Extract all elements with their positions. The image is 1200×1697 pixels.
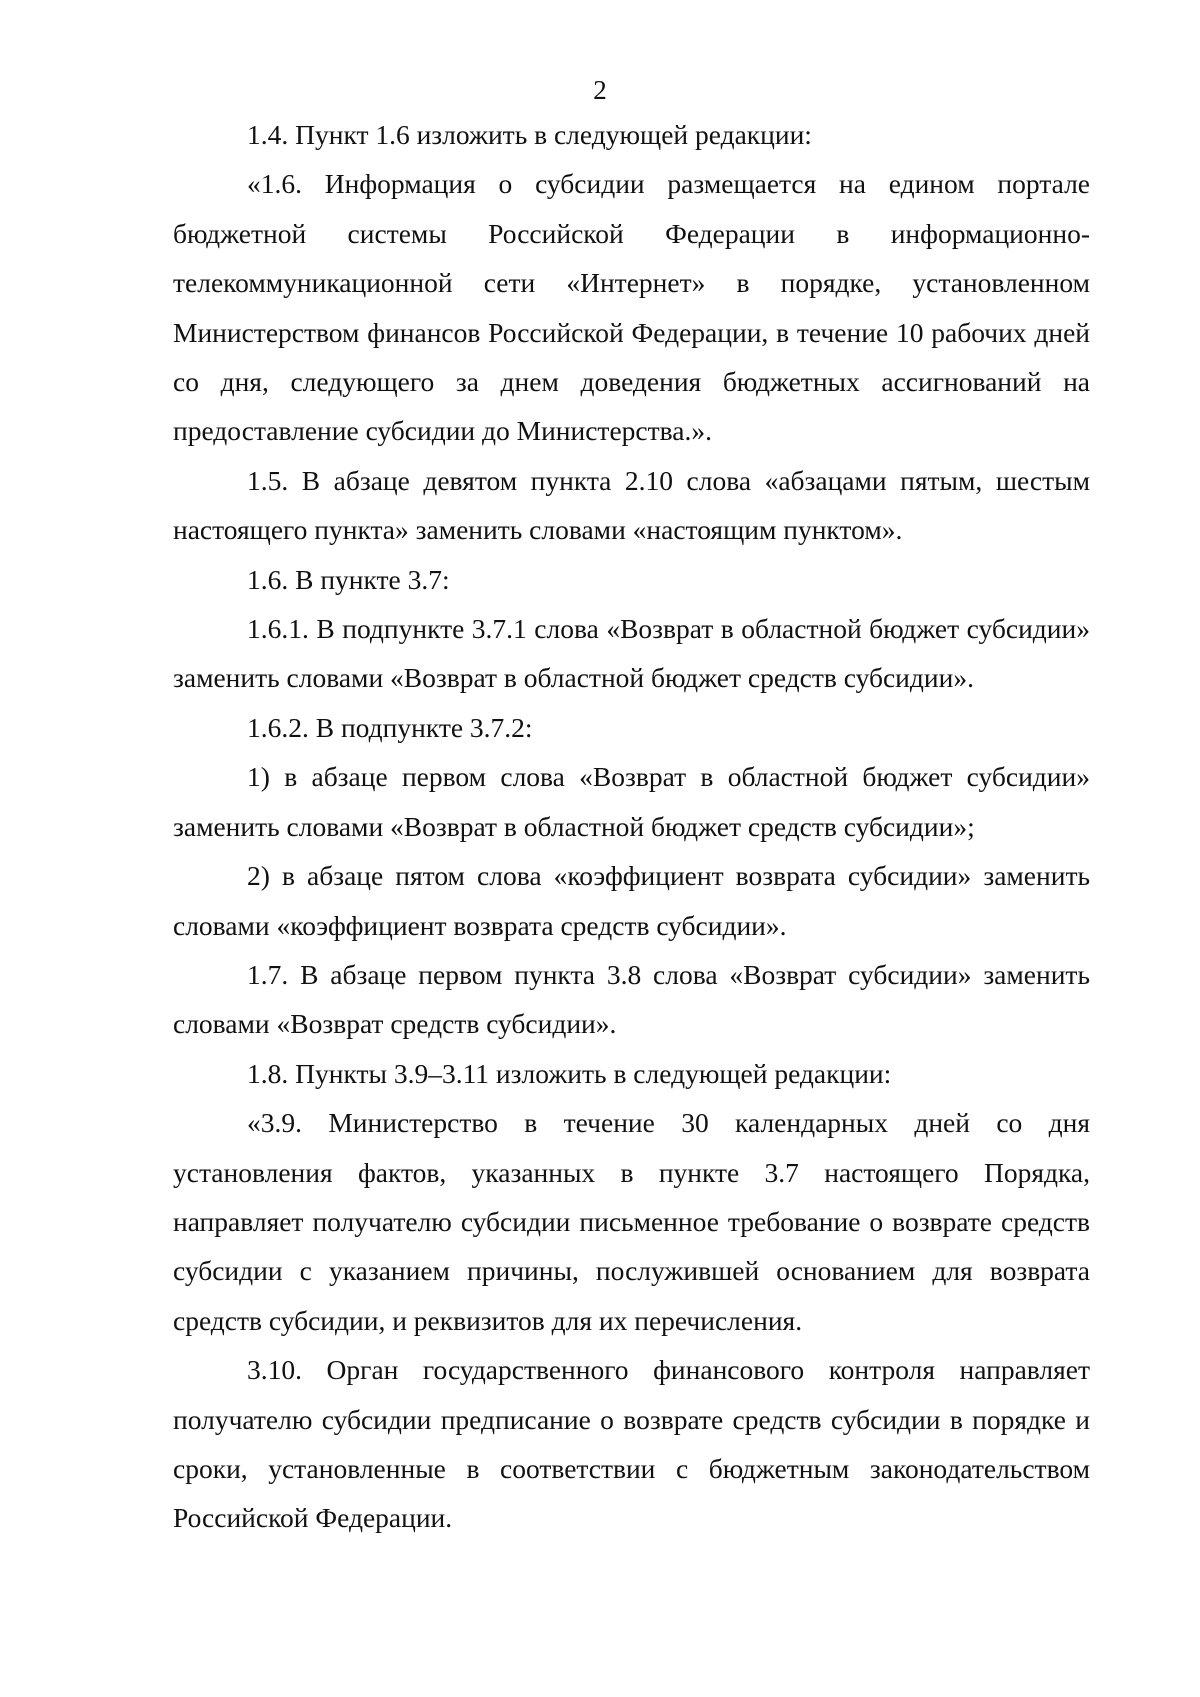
paragraph-1-5: 1.5. В абзаце девятом пункта 2.10 слова «абзацами пятым, шестым настоящего пункта» заменить словами «настоящим пунктом». — [173, 464, 1090, 546]
paragraph-1-4: 1.4. Пункт 1.6 изложить в следующей редакции: — [247, 119, 812, 150]
paragraph-1-8: 1.8. Пункты 3.9–3.11 изложить в следующей редакции: — [247, 1057, 892, 1089]
paragraph-item-1: 1) в абзаце первом слова «Возврат в областной бюджет субсидии» заменить словами «Возврат в областной бюджет средств субсидии»; — [173, 761, 1090, 842]
page-number: 2 — [593, 75, 607, 105]
paragraph-item-2: 2) в абзаце пятом слова «коэффициент возврата субсидии» заменить словами «коэффициент возврата средств субсидии». — [173, 860, 1090, 941]
paragraph-3-10: 3.10. Орган государственного финансового контроля направляет получателю субсидии предписание о возврате средств субсидии в порядке и сроки, установленные в соответствии с бюджетным законодательством Российской Федерации. — [173, 1354, 1090, 1534]
paragraph-1-6-quote: «1.6. Информация о субсидии размещается на едином портале бюджетной системы Российской Федерации в информационно-телекоммуникационной сети «Интернет» в порядке, установленном Министерством финансов Российской Федерации, в течение 10 рабочих дней со дня, следующего за днем доведения бюджетных ассигнований на предоставление субсидии до Министерства.». — [173, 168, 1090, 447]
paragraph-1-6: 1.6. В пункте 3.7: — [247, 563, 450, 595]
paragraph-1-7: 1.7. В абзаце первом пункта 3.8 слова «Возврат субсидии» заменить словами «Возврат средств субсидии». — [173, 958, 1090, 1040]
paragraph-3-9-quote: «3.9. Министерство в течение 30 календарных дней со дня установления фактов, указанных в пункте 3.7 настоящего Порядка, направляет получателю субсидии письменное требование о возврате средств субсидии с указанием причины, послужившей основанием для возврата средств субсидии, и реквизитов для их перечисления. — [173, 1107, 1090, 1336]
paragraph-1-6-1: 1.6.1. В подпункте 3.7.1 слова «Возврат в областной бюджет субсидии» заменить словами «Возврат в областной бюджет средств субсидии». — [173, 613, 1090, 694]
paragraph-1-6-2: 1.6.2. В подпункте 3.7.2: — [247, 711, 533, 743]
document-body — [173, 110, 1090, 1543]
